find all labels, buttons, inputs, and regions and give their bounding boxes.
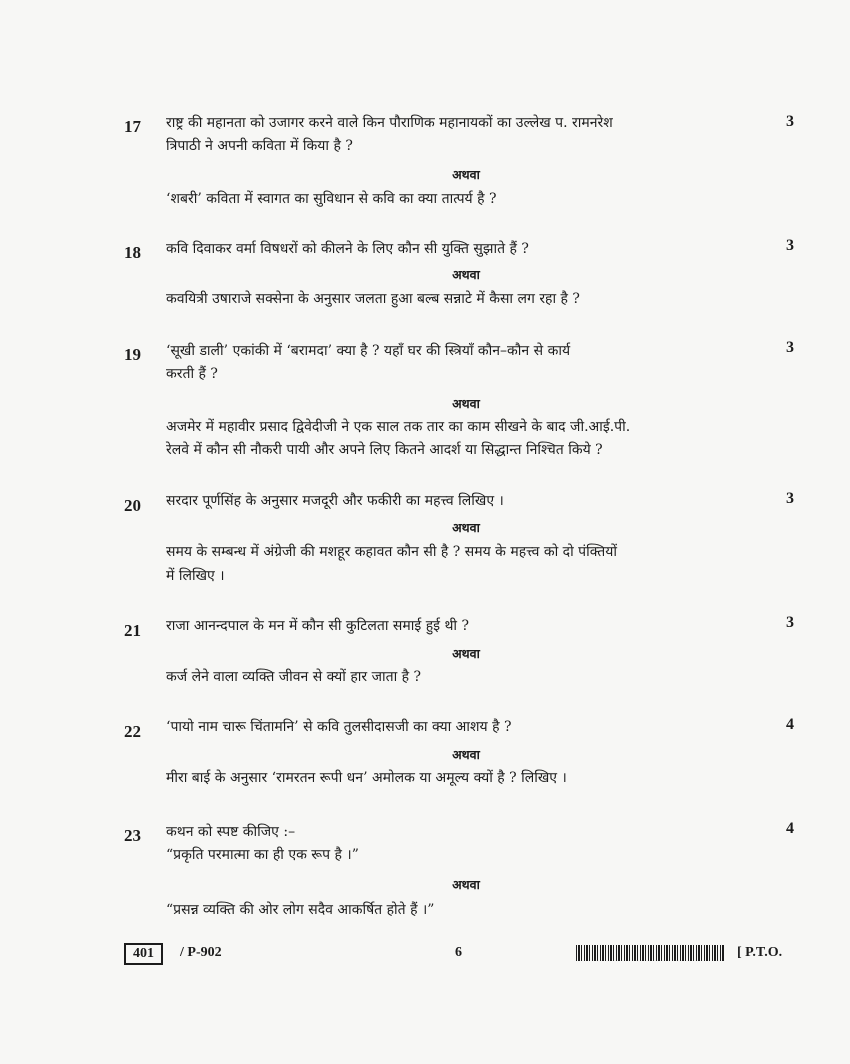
question-marks: 4 (786, 820, 794, 837)
alternative-text-line: में लिखिए । (166, 568, 225, 584)
question-text-line: राजा आनन्दपाल के मन में कौन सी कुटिलता समाई हुई थी ? (166, 618, 469, 634)
or-label: अथवा (452, 267, 480, 282)
alternative-text-line: अजमेर में महावीर प्रसाद द्विवेदीजी ने एक साल तक तार का काम सीखने के बाद जी.आई.पी. (166, 419, 631, 435)
question-number: 19 (124, 345, 141, 364)
question-marks: 3 (786, 339, 794, 356)
question-text-line: सरदार पूर्णसिंह के अनुसार मजदूरी और फकीरी का महत्त्व लिखिए । (166, 493, 504, 509)
question-text-line: राष्ट्र की महानता को उजागर करने वाले किन पौराणिक महानायकों का उल्लेख प. रामनरेश (166, 115, 613, 131)
question-text-line: कवि दिवाकर वर्मा विषधरों को कीलने के लिए कौन सी युक्ति सुझाते हैं ? (166, 241, 529, 257)
page-footer (0, 940, 850, 970)
question-text-line: ‘पायो नाम चारू चिंतामनि’ से कवि तुलसीदासजी का क्या आशय है ? (166, 719, 512, 735)
question-marks: 3 (786, 113, 794, 130)
question-number: 17 (124, 117, 141, 136)
question-text-line: “प्रकृति परमात्मा का ही एक रूप है ।” (166, 847, 359, 863)
question-text-line: करती हैं ? (166, 366, 218, 382)
alternative-text-line: मीरा बाई के अनुसार ‘रामरतन रूपी धन’ अमोलक या अमूल्य क्यों है ? लिखिए । (166, 770, 567, 786)
alternative-text-line: समय के सम्बन्ध में अंग्रेजी की मशहूर कहावत कौन सी है ? समय के महत्त्व को दो पंक्तियों (166, 544, 617, 560)
barcode-image (576, 945, 724, 961)
or-label: अथवा (452, 877, 480, 892)
or-label: अथवा (452, 520, 480, 535)
question-number: 21 (124, 621, 141, 640)
alternative-text-line: कर्ज लेने वाला व्यक्ति जीवन से क्यों हार जाता है ? (166, 669, 422, 685)
question-number: 18 (124, 243, 141, 262)
question-marks: 3 (786, 490, 794, 507)
question-marks: 4 (786, 716, 794, 733)
paper-code-box: 401 (124, 943, 163, 965)
question-text-line: कथन को स्पष्ट कीजिए :– (166, 824, 296, 840)
question-text-line: ‘सूखी डाली’ एकांकी में ‘बरामदा’ क्या है ? यहाँ घर की स्त्रियाँ कौन–कौन से कार्य (166, 343, 571, 359)
question-marks: 3 (786, 237, 794, 254)
question-number: 22 (124, 722, 141, 741)
question-marks: 3 (786, 614, 794, 631)
alternative-text-line: रेलवे में कौन सी नौकरी पायी और अपने लिए कितने आदर्श या सिद्धान्त निश्चित किये ? (166, 442, 603, 458)
or-label: अथवा (452, 646, 480, 661)
alternative-text-line: “प्रसन्न व्यक्ति की ओर लोग सदैव आकर्षित होते हैं ।” (166, 902, 435, 918)
question-text-line: त्रिपाठी ने अपनी कविता में किया है ? (166, 138, 353, 154)
question-number: 23 (124, 826, 141, 845)
alternative-text-line: ‘शबरी’ कविता में स्वागत का सुविधान से कवि का क्या तात्पर्य है ? (166, 191, 497, 207)
or-label: अथवा (452, 396, 480, 411)
page-number: 6 (455, 945, 462, 960)
alternative-text-line: कवयित्री उषाराजे सक्सेना के अनुसार जलता हुआ बल्ब सन्नाटे में कैसा लग रहा है ? (166, 291, 580, 307)
or-label: अथवा (452, 747, 480, 762)
paper-code-suffix: / P-902 (180, 945, 222, 960)
question-number: 20 (124, 496, 141, 515)
or-label: अथवा (452, 167, 480, 182)
pto-label: [ P.T.O. (737, 945, 783, 960)
